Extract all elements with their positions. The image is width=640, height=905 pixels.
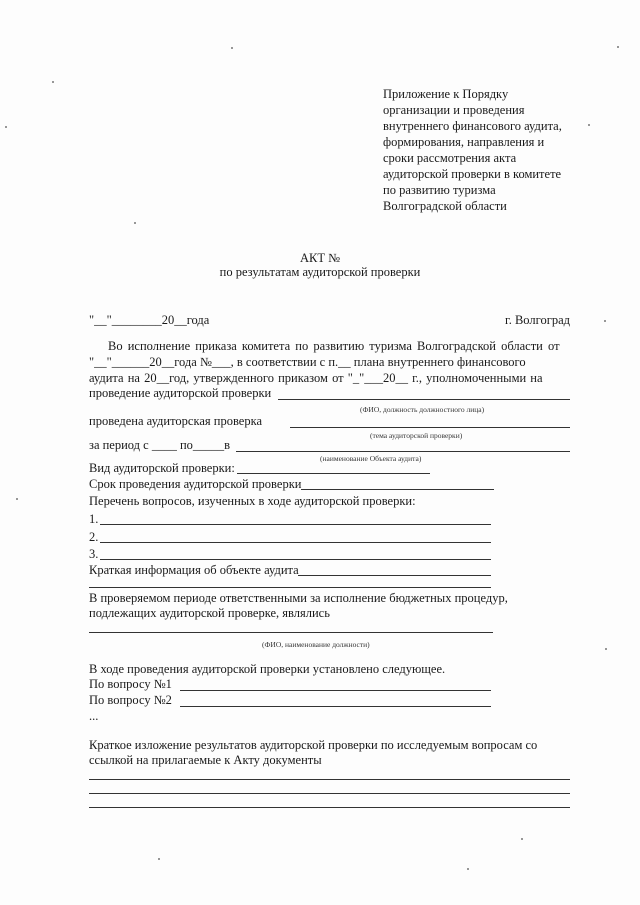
finding-q1-label: По вопросу №1 — [89, 677, 172, 691]
blank-line — [89, 807, 570, 808]
intro-line: Во исполнение приказа комитета по развитию туризма Волгоградской области от — [108, 339, 560, 353]
document-subtitle: по результатам аудиторской проверки — [219, 265, 421, 279]
scan-speck — [604, 320, 606, 322]
field-caption: (тема аудиторской проверки) — [370, 431, 463, 440]
period-label: за период с ____ по_____в — [89, 438, 231, 452]
summary-line: Краткое изложение результатов аудиторской проверки по исследуемым вопросам со — [89, 738, 538, 752]
intro-line: аудита на 20__год, утвержденного приказом от "_"___20__ г., уполномоченными на — [89, 371, 543, 385]
brief-info-label: Краткая информация об объекте аудита — [89, 563, 299, 577]
finding-q2-label: По вопросу №2 — [89, 693, 172, 707]
blank-line — [180, 690, 491, 691]
audit-type-label: Вид аудиторской проверки: — [89, 461, 235, 475]
scan-speck — [134, 222, 136, 224]
summary-line: ссылкой на прилагаемые к Акту документы — [89, 753, 322, 767]
appendix-line: по развитию туризма — [383, 183, 496, 197]
field-caption: (наименование Объекта аудита) — [320, 454, 422, 463]
appendix-line: аудиторской проверки в комитете — [383, 167, 562, 181]
blank-line — [180, 706, 491, 707]
responsible-line: подлежащих аудиторской проверке, являлись — [89, 606, 330, 620]
blank-line — [301, 489, 494, 490]
field-caption: (ФИО, должность должностного лица) — [360, 405, 485, 414]
scan-speck — [588, 124, 590, 126]
appendix-line: сроки рассмотрения акта — [383, 151, 517, 165]
blank-line — [237, 473, 430, 474]
scan-speck — [617, 46, 619, 48]
blank-line — [100, 542, 491, 543]
appendix-line: формирования, направления и — [383, 135, 545, 149]
appendix-line: Приложение к Порядку — [383, 87, 509, 101]
blank-line — [100, 524, 491, 525]
intro-line: "__"______20__года №___, в соответствии с п.__ плана внутреннего финансового — [89, 355, 526, 369]
scan-speck — [52, 81, 54, 83]
scan-speck — [605, 648, 607, 650]
document-title: АКТ № — [299, 251, 341, 265]
responsible-line: В проверяемом периоде ответственными за исполнение бюджетных процедур, — [89, 591, 508, 605]
city: г. Волгоград — [505, 313, 570, 327]
questions-header: Перечень вопросов, изученных в ходе аудиторской проверки: — [89, 494, 416, 508]
blank-line — [89, 632, 493, 633]
blank-line — [89, 587, 491, 588]
audit-term-label: Срок проведения аудиторской проверки — [89, 477, 302, 491]
blank-line — [89, 793, 570, 794]
blank-line — [89, 779, 570, 780]
appendix-line: внутреннего финансового аудита, — [383, 119, 562, 133]
intro-line: проведение аудиторской проверки — [89, 386, 272, 400]
blank-line — [100, 559, 491, 560]
scan-speck — [521, 838, 523, 840]
scan-speck — [16, 498, 18, 500]
finding-ellipsis: ... — [89, 709, 99, 723]
question-number: 3. — [89, 547, 99, 561]
appendix-line: Волгоградской области — [383, 199, 507, 213]
field-caption: (ФИО, наименование должности) — [262, 640, 370, 649]
blank-line — [298, 575, 491, 576]
appendix-line: организации и проведения — [383, 103, 525, 117]
blank-line — [290, 427, 570, 428]
scan-speck — [5, 126, 7, 128]
scan-speck — [231, 47, 233, 49]
date-line: "__"________20__года — [89, 313, 210, 327]
findings-header: В ходе проведения аудиторской проверки установлено следующее. — [89, 662, 446, 676]
blank-line — [278, 399, 570, 400]
audit-topic-label: проведена аудиторская проверка — [89, 414, 262, 428]
question-number: 2. — [89, 530, 99, 544]
scan-speck — [467, 868, 469, 870]
question-number: 1. — [89, 512, 99, 526]
scan-speck — [158, 858, 160, 860]
